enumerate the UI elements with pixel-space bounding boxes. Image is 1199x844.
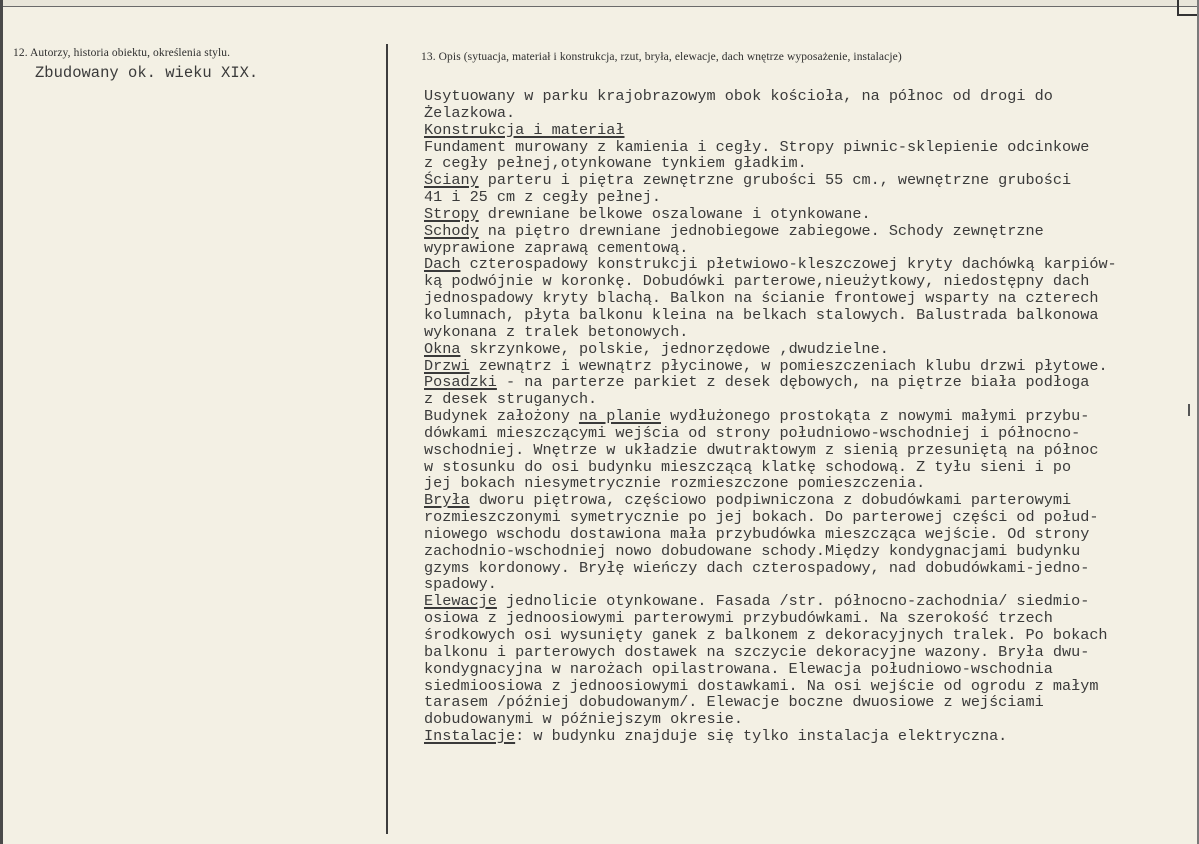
- line-text: - na parterze parkiet z desek dębowych, na piętrze biała podłoga: [496, 373, 1090, 392]
- description-line: [424, 105, 1194, 122]
- description-line: [424, 223, 1194, 240]
- description-line: [424, 139, 1194, 156]
- field-13-header: 13. Opis (sytuacja, materiał i konstrukcja, rzut, bryła, elewacje, dach wnętrze wyposażenie, instalacje): [421, 51, 902, 63]
- top-border: [0, 0, 1199, 7]
- description-line: [424, 273, 1194, 290]
- description-line: [424, 560, 1194, 577]
- description-line: [424, 728, 1194, 745]
- underlined-heading: Bryła: [424, 491, 470, 510]
- description-line: [424, 206, 1194, 223]
- line-text: kondygnacyjna w narożach opilastrowana. Elewacja południowo-wschodnia: [424, 659, 1053, 678]
- description-line: [424, 425, 1194, 442]
- description-line: [424, 627, 1194, 644]
- underlined-heading: Dach: [424, 255, 461, 274]
- description-line: [424, 358, 1194, 375]
- line-text: osiowa z jednoosiowymi parterowymi przybudówkami. Na szerokość trzech: [424, 609, 1053, 628]
- line-text: drewniane belkowe oszalowane i otynkowane.: [478, 204, 871, 223]
- description-line: [424, 661, 1194, 678]
- description-line: [424, 256, 1194, 273]
- line-text: ką podwójnie w koronkę. Dobudówki parterowe,nieużytkowy, niedostępny dach: [424, 272, 1090, 291]
- description-line: [424, 324, 1194, 341]
- line-text: dówkami mieszczącymi wejścia od strony południowo-wschodniej i północno-: [424, 423, 1081, 442]
- description-line: [424, 492, 1194, 509]
- field-13-description: [424, 88, 1194, 745]
- line-text: Fundament murowany z kamienia i cegły. Stropy piwnic-sklepienie odcinkowe: [424, 137, 1090, 156]
- line-text: Budynek założony: [424, 407, 579, 426]
- line-text: wschodniej. Wnętrze w układzie dwutraktowym z sienią przesuniętą na północ: [424, 440, 1099, 459]
- description-line: [424, 290, 1194, 307]
- line-text: w stosunku do osi budynku mieszczącą klatkę schodową. Z tyłu sieni i po: [424, 457, 1072, 476]
- line-text: dworu piętrowa, częściowo podpiwniczona z dobudówkami parterowymi: [469, 491, 1072, 510]
- description-line: [424, 610, 1194, 627]
- underlined-heading: Elewacje: [424, 592, 497, 611]
- line-text: dobudowanymi w późniejszym okresie.: [424, 710, 743, 729]
- left-border: [0, 0, 3, 844]
- line-text: z desek struganych.: [424, 390, 598, 409]
- description-line: [424, 172, 1194, 189]
- line-text: kolumnach, płyta balkonu kleina na belkach stalowych. Balustrada balkonowa: [424, 305, 1099, 324]
- description-line: [424, 442, 1194, 459]
- description-line: [424, 711, 1194, 728]
- description-line: [424, 509, 1194, 526]
- underlined-heading: Ściany: [424, 171, 479, 190]
- field-12-header: 12. Autorzy, historia obiektu, określenia stylu.: [13, 47, 231, 59]
- line-text: zewnątrz i wewnątrz płycinowe, w pomieszczeniach klubu drzwi płytowe.: [469, 356, 1108, 375]
- underlined-heading: Stropy: [424, 204, 479, 223]
- line-text: na piętro drewniane jednobiegowe zabiegowe. Schody zewnętrzne: [478, 221, 1044, 240]
- line-text: środkowych osi wysunięty ganek z balkonem z dekoracyjnych tralek. Po bokach: [424, 626, 1108, 644]
- line-text: z cegły pełnej,otynkowane tynkiem gładkim.: [424, 154, 807, 173]
- line-text: spadowy.: [424, 575, 497, 594]
- description-line: [424, 526, 1194, 543]
- underlined-heading: Instalacje: [424, 727, 516, 746]
- line-text: jednolicie otynkowane. Fasada /str. północno-zachodnia/ siedmio-: [496, 592, 1090, 611]
- line-text: balkonu i parterowych dostawek na szczycie dekoracyjne wazony. Bryła dwu-: [424, 642, 1090, 661]
- description-line: [424, 240, 1194, 257]
- line-text: jej bokach niesymetrycznie rozmieszczone pomieszczenia.: [424, 474, 926, 493]
- line-text: wyprawione zaprawą cementową.: [424, 238, 689, 257]
- description-line: [424, 122, 1194, 139]
- underlined-heading: Okna: [424, 339, 461, 358]
- description-line: [424, 543, 1194, 560]
- line-text: niowego wschodu dostawiona mała przybudówka mieszcząca wejście. Od strony: [424, 524, 1090, 543]
- column-divider: [386, 44, 388, 834]
- description-line: [424, 307, 1194, 324]
- line-text: : w budynku znajduje się tylko instalacja elektryczna.: [515, 727, 1008, 746]
- line-text: wydłużonego prostokąta z nowymi małymi przybu-: [660, 407, 1090, 426]
- corner-mark: [1177, 0, 1199, 16]
- line-text: parteru i piętra zewnętrzne grubości 55 cm., wewnętrzne grubości: [478, 171, 1072, 190]
- description-line: [424, 678, 1194, 695]
- line-text: siedmioosiowa z jednoosiowymi dostawkami. Na osi wejście od ogrodu z małym: [424, 676, 1099, 695]
- line-text: Usytuowany w parku krajobrazowym obok kościoła, na północ od drogi do: [424, 87, 1053, 105]
- underlined-heading: Konstrukcja i materiał: [424, 120, 625, 139]
- line-text: wykonana z tralek betonowych.: [424, 322, 689, 341]
- line-text: tarasem /później dobudowanym/. Elewacje boczne dwuosiowe z wejściami: [424, 693, 1044, 712]
- description-line: [424, 391, 1194, 408]
- description-line: [424, 644, 1194, 661]
- line-text: rozmieszczonymi symetrycznie po jej bokach. Do parterowej części od połud-: [424, 508, 1099, 527]
- line-text: 41 i 25 cm z cegły pełnej.: [424, 188, 661, 207]
- line-text: czterospadowy konstrukcji płetwiowo-kleszczowej kryty dachówką karpiów-: [460, 255, 1117, 274]
- description-line: [424, 374, 1194, 391]
- line-text: jednospadowy kryty blachą. Balkon na ścianie frontowej wsparty na czterech: [424, 289, 1099, 308]
- description-line: [424, 576, 1194, 593]
- description-line: [424, 155, 1194, 172]
- description-line: [424, 459, 1194, 476]
- line-text: skrzynkowe, polskie, jednorzędowe ,dwudzielne.: [460, 339, 889, 358]
- line-text: Żelazkowa.: [424, 103, 516, 122]
- line-text: gzyms kordonowy. Bryłę wieńczy dach czterospadowy, nad dobudówkami-jedno-: [424, 558, 1090, 577]
- description-line: [424, 593, 1194, 610]
- description-line: [424, 341, 1194, 358]
- description-line: [424, 694, 1194, 711]
- description-line: [424, 408, 1194, 425]
- description-line: [424, 475, 1194, 492]
- underlined-heading: Posadzki: [424, 373, 497, 392]
- underlined-heading: na planie: [578, 407, 661, 426]
- description-line: [424, 189, 1194, 206]
- line-text: zachodnio-wschodniej nowo dobudowane schody.Między kondygnacjami budynku: [424, 541, 1081, 560]
- underlined-heading: Schody: [424, 221, 479, 240]
- field-12-value: Zbudowany ok. wieku XIX.: [35, 64, 259, 82]
- underlined-heading: Drzwi: [424, 356, 470, 375]
- description-line: [424, 88, 1194, 105]
